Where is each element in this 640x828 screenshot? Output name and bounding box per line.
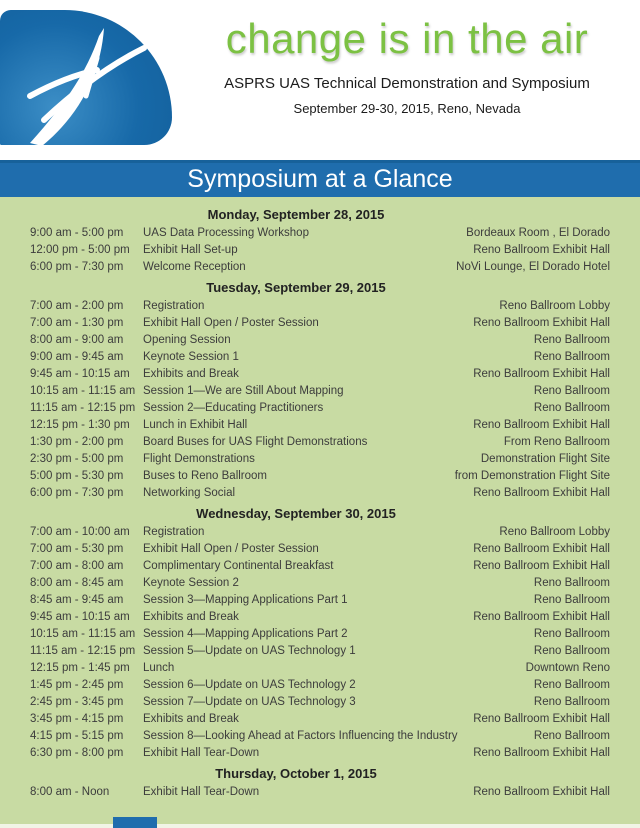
event-time: 4:15 pm - 5:15 pm xyxy=(30,730,124,742)
event-location: Reno Ballroom xyxy=(533,645,610,657)
event-row xyxy=(0,451,640,468)
event-name: Session 5—Update on UAS Technology 1 xyxy=(143,645,356,657)
event-row xyxy=(0,728,640,745)
event-name: Flight Demonstrations xyxy=(143,453,255,465)
asprs-uas-logo xyxy=(0,10,172,145)
event-row xyxy=(0,643,640,660)
header-text-block xyxy=(178,16,636,116)
event-row xyxy=(0,575,640,592)
event-location: Reno Ballroom xyxy=(533,594,610,606)
day-header: Monday, September 28, 2015 xyxy=(207,207,385,222)
event-location: From Reno Ballroom xyxy=(503,436,610,448)
event-time: 1:45 pm - 2:45 pm xyxy=(30,679,124,691)
day-header: Tuesday, September 29, 2015 xyxy=(206,280,386,295)
event-row xyxy=(0,558,640,575)
event-time: 11:15 am - 12:15 pm xyxy=(30,402,136,414)
event-location: Reno Ballroom xyxy=(533,696,610,708)
event-name: Exhibit Hall Tear-Down xyxy=(143,747,260,759)
event-location: Bordeaux Room , El Dorado xyxy=(466,227,610,239)
event-location: Reno Ballroom Lobby xyxy=(499,526,610,538)
event-name: UAS Data Processing Workshop xyxy=(143,227,309,239)
event-row xyxy=(0,541,640,558)
event-location: Reno Ballroom xyxy=(533,334,610,346)
event-name: Exhibits and Break xyxy=(143,368,239,380)
event-row xyxy=(0,677,640,694)
event-name: Lunch in Exhibit Hall xyxy=(143,419,248,431)
event-location: Reno Ballroom xyxy=(533,351,610,363)
event-location: Reno Ballroom xyxy=(533,577,610,589)
event-name: Session 7—Update on UAS Technology 3 xyxy=(143,696,356,708)
event-row xyxy=(0,332,640,349)
event-row xyxy=(0,225,640,242)
event-time: 12:15 pm - 1:45 pm xyxy=(30,662,130,674)
event-row xyxy=(0,366,640,383)
event-name: Session 4—Mapping Applications Part 2 xyxy=(143,628,348,640)
tagline: change is in the air xyxy=(225,15,589,62)
event-time: 9:00 am - 5:00 pm xyxy=(30,227,124,239)
event-time: 11:15 am - 12:15 pm xyxy=(30,645,136,657)
event-time: 6:00 pm - 7:30 pm xyxy=(30,487,124,499)
event-time: 8:00 am - Noon xyxy=(30,786,110,798)
event-time: 7:00 am - 5:30 pm xyxy=(30,543,124,555)
event-location: Reno Ballroom xyxy=(533,679,610,691)
event-location: from Demonstration Flight Site xyxy=(454,470,610,482)
event-row xyxy=(0,298,640,315)
event-row xyxy=(0,383,640,400)
event-time: 7:00 am - 1:30 pm xyxy=(30,317,124,329)
event-name: Keynote Session 1 xyxy=(143,351,239,363)
event-name: Exhibits and Break xyxy=(143,611,239,623)
event-time: 9:45 am - 10:15 am xyxy=(30,611,130,623)
event-time: 7:00 am - 8:00 am xyxy=(30,560,124,572)
event-time: 2:45 pm - 3:45 pm xyxy=(30,696,124,708)
event-location: Reno Ballroom xyxy=(533,385,610,397)
schedule xyxy=(0,197,640,824)
event-row xyxy=(0,660,640,677)
event-name: Complimentary Continental Breakfast xyxy=(143,560,334,572)
event-row xyxy=(0,784,640,801)
event-time: 12:15 pm - 1:30 pm xyxy=(30,419,130,431)
event-row xyxy=(0,468,640,485)
event-row xyxy=(0,434,640,451)
event-time: 6:00 pm - 7:30 pm xyxy=(30,261,124,273)
event-location: Reno Ballroom Exhibit Hall xyxy=(473,419,610,431)
event-location: Reno Ballroom Exhibit Hall xyxy=(473,543,610,555)
event-time: 7:00 am - 10:00 am xyxy=(30,526,130,538)
footer-accent-block xyxy=(113,817,157,828)
event-name: Exhibit Hall Set-up xyxy=(143,244,238,256)
event-location: Reno Ballroom Exhibit Hall xyxy=(473,244,610,256)
event-row xyxy=(0,592,640,609)
event-time: 1:30 pm - 2:00 pm xyxy=(30,436,124,448)
event-name: Networking Social xyxy=(143,487,236,499)
event-name: Session 3—Mapping Applications Part 1 xyxy=(143,594,348,606)
event-time: 7:00 am - 2:00 pm xyxy=(30,300,124,312)
event-name: Session 6—Update on UAS Technology 2 xyxy=(143,679,356,691)
event-location: Reno Ballroom Exhibit Hall xyxy=(473,713,610,725)
event-name: Welcome Reception xyxy=(143,261,246,273)
event-time: 9:45 am - 10:15 am xyxy=(30,368,130,380)
bottom-edge-strip xyxy=(0,824,640,828)
event-name: Exhibit Hall Open / Poster Session xyxy=(143,543,319,555)
section-banner xyxy=(0,160,640,197)
event-name: Registration xyxy=(143,526,205,538)
event-location: Reno Ballroom Exhibit Hall xyxy=(473,611,610,623)
event-time: 3:45 pm - 4:15 pm xyxy=(30,713,124,725)
flyer-header xyxy=(0,0,640,160)
event-row xyxy=(0,485,640,502)
event-location: Reno Ballroom Exhibit Hall xyxy=(473,786,610,798)
event-row xyxy=(0,711,640,728)
banner-title: Symposium at a Glance xyxy=(187,165,453,193)
event-name: Buses to Reno Ballroom xyxy=(143,470,268,482)
event-name: Exhibit Hall Open / Poster Session xyxy=(143,317,319,329)
event-row xyxy=(0,745,640,762)
event-location: Reno Ballroom xyxy=(533,730,610,742)
event-row xyxy=(0,626,640,643)
event-row xyxy=(0,524,640,541)
event-subtitle: ASPRS UAS Technical Demonstration and Symposium xyxy=(224,75,590,92)
event-name: Lunch xyxy=(143,662,175,674)
event-location: Reno Ballroom Exhibit Hall xyxy=(473,747,610,759)
event-name: Session 2—Educating Practitioners xyxy=(143,402,324,414)
event-location: Reno Ballroom Exhibit Hall xyxy=(473,317,610,329)
event-time: 8:00 am - 8:45 am xyxy=(30,577,124,589)
event-time: 10:15 am - 11:15 am xyxy=(30,385,136,397)
event-row xyxy=(0,694,640,711)
event-name: Registration xyxy=(143,300,205,312)
event-time: 8:45 am - 9:45 am xyxy=(30,594,124,606)
event-location: Reno Ballroom Exhibit Hall xyxy=(473,487,610,499)
event-name: Keynote Session 2 xyxy=(143,577,239,589)
event-time: 5:00 pm - 5:30 pm xyxy=(30,470,124,482)
event-row xyxy=(0,417,640,434)
event-location: Demonstration Flight Site xyxy=(480,453,610,465)
event-row xyxy=(0,259,640,276)
event-time: 6:30 pm - 8:00 pm xyxy=(30,747,124,759)
event-location: Reno Ballroom xyxy=(533,628,610,640)
event-row xyxy=(0,609,640,626)
event-location: Reno Ballroom Lobby xyxy=(499,300,610,312)
day-header: Thursday, October 1, 2015 xyxy=(215,766,377,781)
event-row xyxy=(0,242,640,259)
event-time: 12:00 pm - 5:00 pm xyxy=(30,244,130,256)
event-name: Exhibits and Break xyxy=(143,713,239,725)
event-time: 10:15 am - 11:15 am xyxy=(30,628,136,640)
day-header: Wednesday, September 30, 2015 xyxy=(196,506,396,521)
event-time: 8:00 am - 9:00 am xyxy=(30,334,124,346)
event-name: Board Buses for UAS Flight Demonstrations xyxy=(143,436,368,448)
schedule-list xyxy=(0,206,640,801)
event-location: Reno Ballroom Exhibit Hall xyxy=(473,368,610,380)
event-name: Session 8—Looking Ahead at Factors Influencing the Industry xyxy=(143,730,458,742)
event-row xyxy=(0,315,640,332)
event-location: NoVi Lounge, El Dorado Hotel xyxy=(456,261,610,273)
event-time: 2:30 pm - 5:00 pm xyxy=(30,453,124,465)
event-name: Opening Session xyxy=(143,334,231,346)
event-location: Downtown Reno xyxy=(525,662,610,674)
event-row xyxy=(0,400,640,417)
event-time: 9:00 am - 9:45 am xyxy=(30,351,124,363)
event-name: Exhibit Hall Tear-Down xyxy=(143,786,260,798)
event-date-location: September 29-30, 2015, Reno, Nevada xyxy=(293,101,521,116)
event-location: Reno Ballroom xyxy=(533,402,610,414)
event-location: Reno Ballroom Exhibit Hall xyxy=(473,560,610,572)
event-name: Session 1—We are Still About Mapping xyxy=(143,385,344,397)
event-row xyxy=(0,349,640,366)
